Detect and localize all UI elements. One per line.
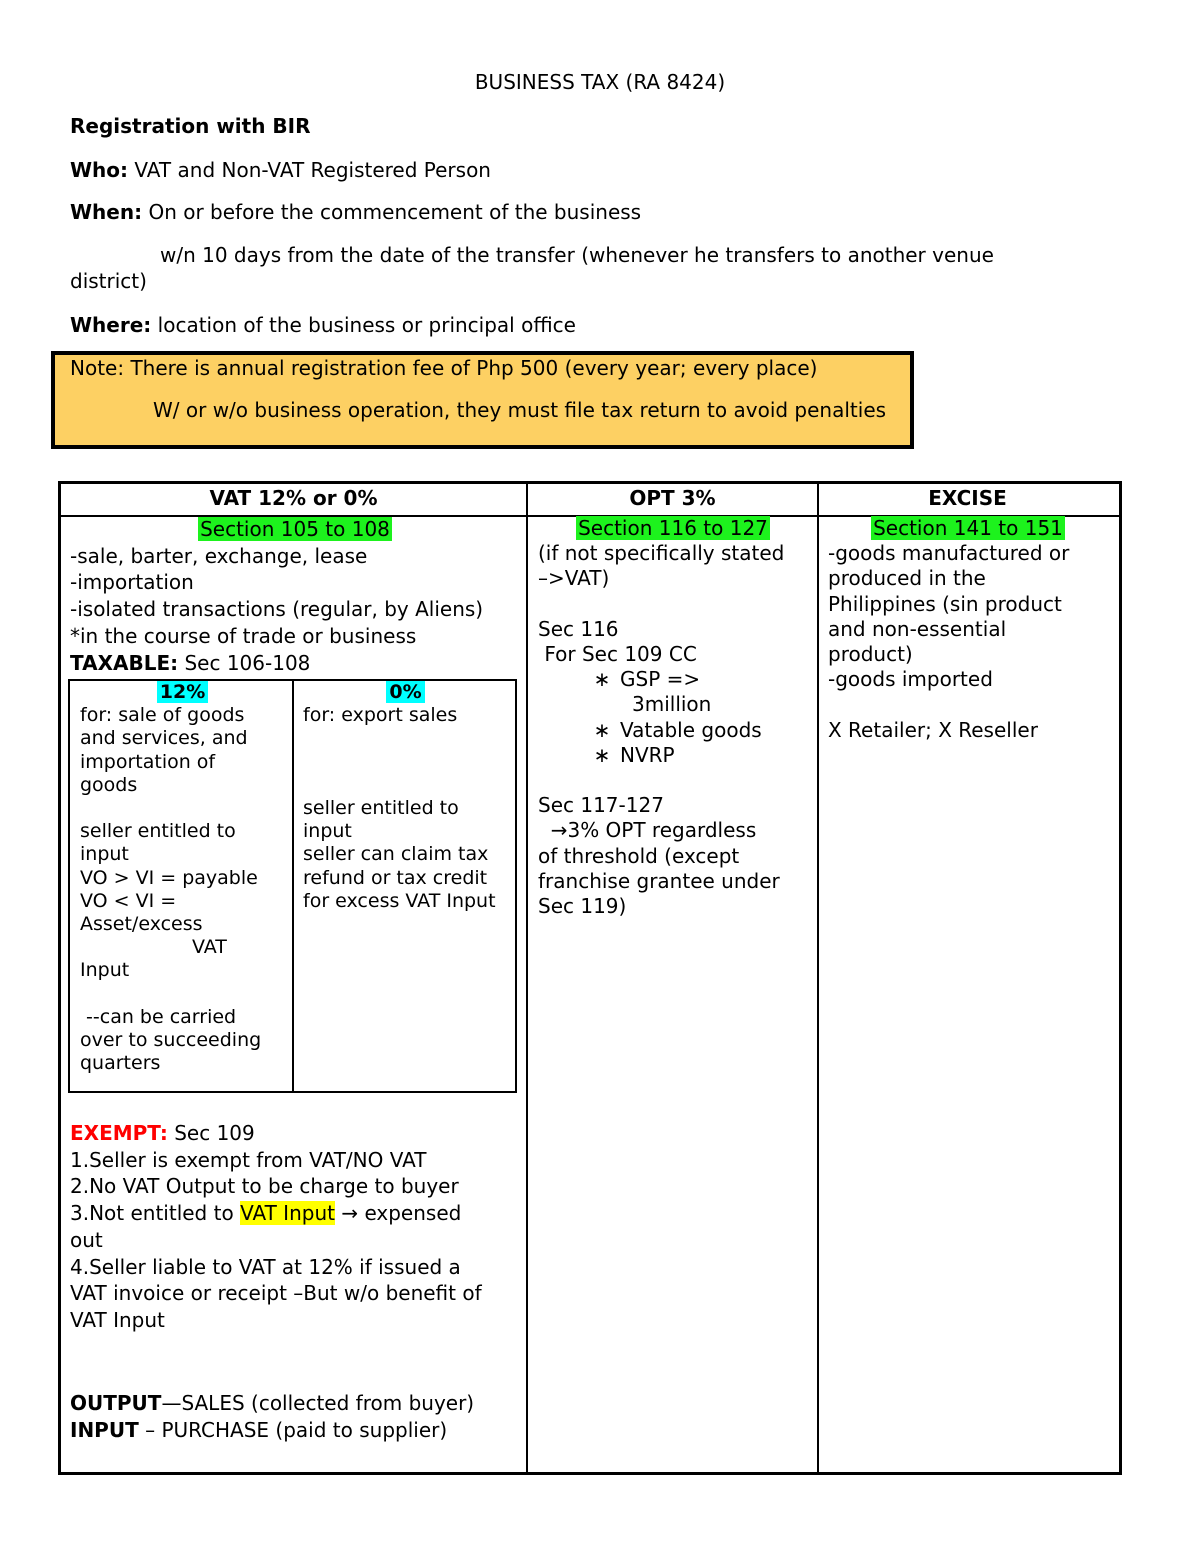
opt-blank: [538, 768, 813, 793]
rate-12-blank: [80, 983, 290, 1006]
rate-box-divider: [292, 681, 294, 1091]
rate-12-blank: [80, 797, 290, 820]
where-line: [70, 313, 576, 337]
opt-line: Sec 116: [538, 616, 619, 641]
opt-blank: [538, 592, 813, 617]
rate-12-line: quarters: [80, 1052, 161, 1075]
excise-line: -goods imported: [828, 667, 993, 692]
excise-column: [828, 516, 1113, 743]
rate-12-line: seller entitled to: [80, 820, 236, 843]
col-divider-2: [817, 484, 819, 1472]
excise-line: produced in the: [828, 566, 986, 591]
registration-heading: Registration with BIR: [70, 114, 311, 138]
rate-0-line: seller entitled to: [303, 796, 459, 819]
rate-0-line: seller can claim tax: [303, 843, 489, 866]
vat-line: -sale, barter, exchange, lease: [70, 543, 368, 568]
exempt-line: 2.No VAT Output to be charge to buyer: [70, 1174, 459, 1199]
exempt-heading: [70, 1120, 520, 1147]
note-line-2: W/ or w/o business operation, they must file tax return to avoid penalties: [153, 398, 887, 422]
rate-0-line: refund or tax credit: [303, 866, 488, 889]
who-label: Who:: [70, 158, 129, 182]
excise-line: and non-essential: [828, 616, 1007, 641]
excise-line: product): [828, 642, 913, 667]
rate-12-cell: [80, 681, 290, 1075]
when-line: [70, 200, 641, 224]
opt-column: [538, 516, 813, 919]
output-label: OUTPUT: [70, 1391, 162, 1415]
rate-0-cell: [303, 681, 513, 913]
exempt-line-3: [70, 1200, 520, 1227]
vat-column: [70, 516, 520, 676]
rate-12-line: over to succeeding: [80, 1029, 262, 1052]
rate-12-line: VAT: [192, 936, 227, 959]
who-text: VAT and Non-VAT Registered Person: [128, 158, 491, 182]
exempt-line-3a: 3.Not entitled to: [70, 1201, 241, 1226]
rate-12-line: input: [80, 843, 129, 866]
opt-line: Sec 117-127: [538, 793, 664, 818]
header-excise: EXCISE: [928, 486, 1007, 510]
rate-12-line: importation of: [80, 750, 216, 773]
input-label: INPUT: [70, 1417, 139, 1442]
excise-line: -goods manufactured or: [828, 541, 1070, 566]
exempt-line-3c: → expensed: [334, 1201, 462, 1226]
rate-0-label: 0%: [386, 681, 424, 703]
opt-line: Sec 119): [538, 894, 627, 919]
opt-line: (if not specifically stated: [538, 541, 785, 566]
when-text: On or before the commencement of the business: [142, 200, 642, 224]
col-divider-1: [526, 484, 528, 1472]
rate-0-blank: [303, 751, 513, 774]
output-line: [70, 1390, 520, 1417]
opt-bullet-1: [538, 667, 813, 692]
taxable-text: Sec 106-108: [178, 650, 311, 675]
opt-line: →3% OPT regardless: [538, 818, 757, 843]
header-opt: OPT 3%: [629, 486, 716, 510]
vat-input-highlight: VAT Input: [240, 1201, 335, 1226]
asterisk-icon: ∗: [593, 742, 611, 767]
rate-0-line: for excess VAT Input: [303, 889, 496, 912]
rate-12-line: --can be carried: [80, 1005, 237, 1028]
output-input-section: [70, 1390, 520, 1443]
excise-section-label: Section 141 to 151: [873, 516, 1063, 540]
rate-0-blank: [303, 774, 513, 797]
opt-bullet-text: Vatable goods: [620, 717, 762, 742]
exempt-line: VAT Input: [70, 1307, 165, 1332]
opt-bullet-3: [538, 743, 813, 768]
opt-bullet-1-cont: 3million: [632, 692, 712, 717]
when-line-2: w/n 10 days from the date of the transfer (whenever he transfers to another venue: [160, 243, 994, 267]
vat-line: *in the course of trade or business: [70, 623, 417, 648]
rate-12-line: and services, and: [80, 727, 248, 750]
opt-section-label: Section 116 to 127: [578, 516, 768, 540]
rate-12-line: Input: [80, 959, 130, 982]
vat-line: -importation: [70, 570, 194, 595]
rate-12-line: VO > VI = payable: [80, 866, 258, 889]
exempt-line: 1.Seller is exempt from VAT/NO VAT: [70, 1147, 427, 1172]
exempt-line: VAT invoice or receipt –But w/o benefit of: [70, 1281, 482, 1306]
taxable-label: TAXABLE:: [70, 650, 179, 675]
opt-bullet-text: GSP =>: [620, 667, 701, 692]
rate-12-line: Asset/excess: [80, 913, 203, 936]
asterisk-icon: ∗: [593, 717, 611, 742]
when-label: When:: [70, 200, 143, 224]
rate-0-line: for: export sales: [303, 704, 458, 727]
rate-12-label: 12%: [157, 681, 208, 703]
opt-line: –>VAT): [538, 566, 610, 591]
input-line: [70, 1417, 520, 1444]
opt-line: franchise grantee under: [538, 868, 780, 893]
vat-section-label: Section 105 to 108: [200, 517, 390, 541]
opt-line: For Sec 109 CC: [538, 642, 697, 666]
rate-12-line: goods: [80, 773, 138, 796]
exempt-line: 4.Seller liable to VAT at 12% if issued a: [70, 1254, 461, 1279]
rate-0-blank: [303, 727, 513, 750]
vat-line: -isolated transactions (regular, by Aliens): [70, 597, 484, 622]
when-line-3: district): [70, 269, 147, 293]
where-label: Where:: [70, 313, 152, 337]
header-vat: VAT 12% or 0%: [209, 486, 378, 510]
note-line-1: Note: There is annual registration fee of Php 500 (every year; every place): [70, 356, 818, 380]
page-title: BUSINESS TAX (RA 8424): [474, 70, 726, 94]
excise-line: X Retailer; X Reseller: [828, 717, 1038, 742]
opt-line: of threshold (except: [538, 843, 740, 868]
output-text: —SALES (collected from buyer): [161, 1391, 475, 1415]
where-text: location of the business or principal office: [151, 313, 576, 337]
opt-bullet-text: NVRP: [620, 742, 675, 767]
rate-12-line: VO < VI =: [80, 889, 177, 912]
input-text: – PURCHASE (paid to supplier): [138, 1417, 448, 1442]
exempt-label: EXEMPT:: [70, 1121, 168, 1145]
excise-blank: [828, 692, 1113, 717]
asterisk-icon: ∗: [593, 667, 611, 692]
who-line: [70, 158, 491, 182]
excise-line: Philippines (sin product: [828, 591, 1062, 616]
exempt-line: out: [70, 1227, 103, 1252]
rate-0-line: input: [303, 820, 352, 843]
opt-bullet-2: [538, 718, 813, 743]
taxable-line: [70, 650, 520, 677]
exempt-text: Sec 109: [167, 1121, 255, 1145]
rate-12-line: for: sale of goods: [80, 704, 245, 727]
exempt-section: [70, 1120, 520, 1334]
